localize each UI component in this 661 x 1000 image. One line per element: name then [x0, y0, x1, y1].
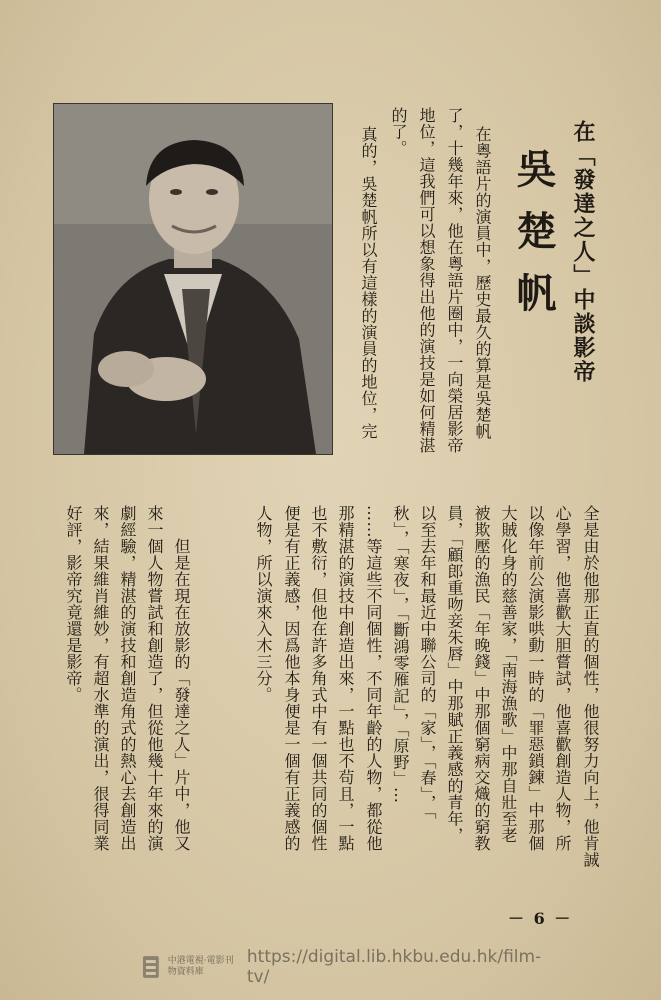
text-column: 劇經驗，精湛的演技和創造角式的熱心去創造出 — [118, 505, 137, 852]
text-column: 人物，所以演來入木三分。 — [254, 505, 273, 703]
text-column: 大賊化身的慈善家，「南海漁歌」中那自壯至老 — [499, 505, 518, 844]
portrait-photo — [53, 103, 333, 455]
text-column: 全是由於他那正直的個性，他很努力向上，他肯誠 — [581, 505, 600, 868]
text-column: 來，結果維肖維妙，有超水準的演出，很得同業 — [91, 505, 110, 852]
text-column: 便是有正義感，因爲他本身便是一個有正義感的 — [282, 505, 301, 852]
text-column: 的了。 — [389, 107, 408, 157]
portrait-image — [54, 104, 332, 454]
text-column: ……等這些不同個性，不同年齡的人物，都從他 — [364, 505, 383, 852]
page-number: － 6 － — [508, 909, 573, 928]
library-logo-icon — [140, 954, 162, 980]
text-column: 以像年前公演影哄動一時的「罪惡鎖鍊」中那個 — [526, 505, 545, 852]
text-column: 員，「顧郎重吻妾朱唇」中那賦正義感的青年， — [445, 505, 464, 844]
library-logo-text: 中港電視·電影刊物資料庫 — [167, 956, 234, 977]
text-column: 也不敷衍，但他在許多角式中有一個共同的個性 — [309, 505, 328, 852]
source-url[interactable]: https://digital.lib.hkbu.edu.hk/film-tv/ — [246, 947, 542, 987]
text-column: 地位，這我們可以想象得出他的演技是如何精湛 — [417, 107, 436, 454]
text-column: 但是在現在放影的「發達之人」片中，他又 — [172, 505, 191, 852]
text-column: 秋」，「寒夜」，「斷鴻零雁記」，「原野」… — [391, 505, 410, 804]
text-column: 真的，吳楚帆所以有這樣的演員的地位，完 — [359, 126, 378, 440]
text-column: 被欺壓的漁民「年晚錢」中那個窮病交熾的窮教 — [472, 505, 491, 852]
text-column: 在粵語片的演員中，歷史最久的算是吳楚帆 — [473, 126, 492, 440]
text-column: 那精湛的演技中創造出來，一點也不茍且，一點 — [336, 505, 355, 852]
actor-name: 吳楚帆 — [510, 148, 557, 334]
text-column: 了，十幾年來，他在粵語片圈中，一向榮居影帝 — [445, 107, 464, 454]
text-column: 以至去年和最近中聯公司的「家」，「春」，「 — [418, 505, 437, 820]
text-column: 心學習，他喜歡大胆嘗試，他喜歡創造人物，所 — [553, 505, 572, 852]
article-title: 在「發達之人」中談影帝 — [570, 120, 596, 384]
text-column: 來一個人物嘗試和創造了，但從他幾十年來的演 — [145, 505, 164, 852]
watermark-footer — [140, 947, 560, 987]
text-column: 好評，影帝究竟還是影帝。 — [64, 505, 83, 703]
